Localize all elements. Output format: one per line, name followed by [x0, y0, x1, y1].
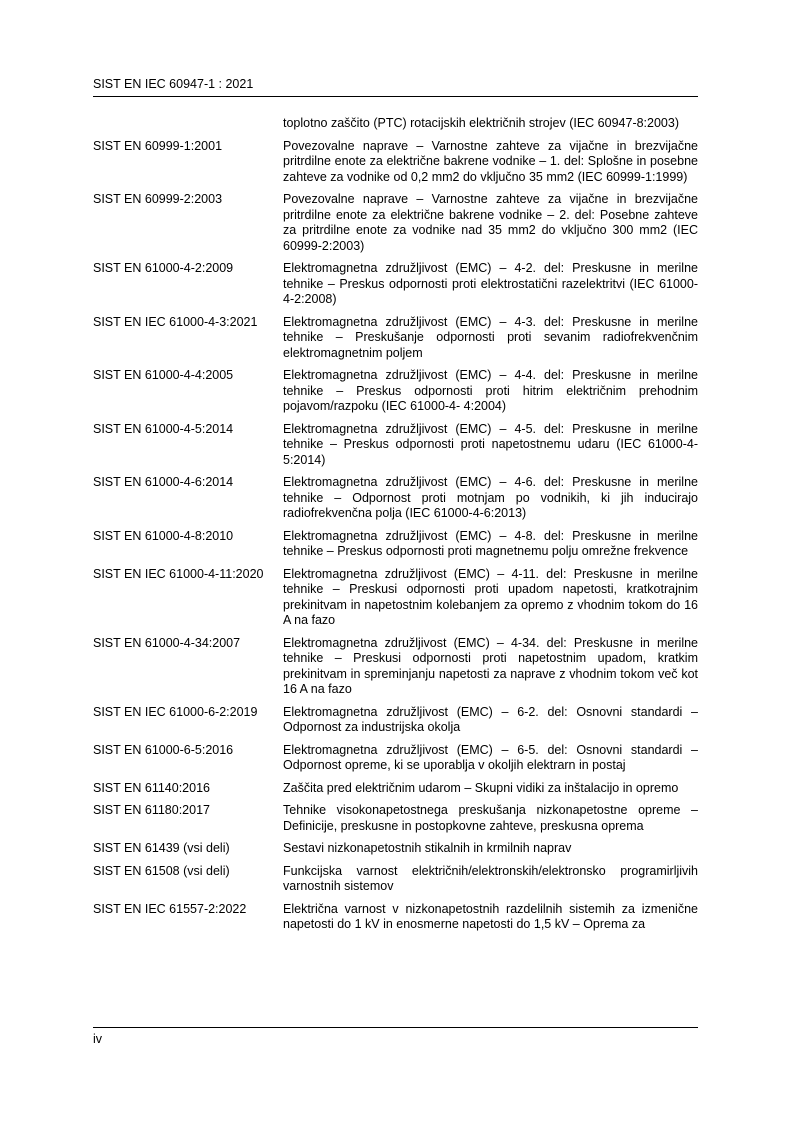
standard-code: SIST EN IEC 61000-4-11:2020	[93, 566, 264, 581]
reference-entry	[93, 902, 698, 933]
reference-entry	[93, 192, 698, 254]
standard-code: SIST EN 61000-4-6:2014	[93, 475, 234, 489]
standard-title: Sestavi nizkonapetostnih stikalnih in krmilnih naprav	[283, 841, 572, 855]
standard-code: SIST EN 61000-4-34:2007	[93, 635, 241, 650]
standard-title: Elektromagnetna združljivost (EMC) – 4-8. del: Preskusne in merilne tehnike – Preskus odpornosti proti magnetnemu polju omrežne frekvence	[283, 528, 698, 558]
standard-title: toplotno zaščito (PTC) rotacijskih električnih strojev (IEC 60947-8:2003)	[283, 116, 680, 130]
standard-code: SIST EN IEC 61000-6-2:2019	[93, 704, 258, 719]
reference-entry	[93, 529, 698, 560]
standard-code: SIST EN 61000-4-5:2014	[93, 421, 234, 436]
standard-title: Zaščita pred električnim udarom – Skupni vidiki za inštalacijo in opremo	[283, 780, 679, 795]
page-number: iv	[93, 1032, 103, 1046]
header-rule	[93, 96, 698, 97]
reference-entry	[93, 781, 698, 797]
standard-title: Povezovalne naprave – Varnostne zahteve za vijačne in brezvijačne pritrdilne enote za električne bakrene vodnike – 2. del: Posebne zahteve za pritrdilne enote za vodnike nad 35 mm2 do vključno 300 mm2 (IEC 60999-2:2003)	[283, 192, 698, 253]
standard-title: Elektromagnetna združljivost (EMC) – 4-34. del: Preskusne in merilne tehnike – Preskusi odpornosti proti napetostnim upadom, kratkim prekinitvam in spreminjanju napetosti za naprave z vhodnim tokom več kot 16 A na fazo	[283, 635, 698, 696]
reference-entry	[93, 261, 698, 308]
standard-code: SIST EN 61508 (vsi deli)	[93, 863, 230, 878]
standard-code: SIST EN 60999-1:2001	[93, 138, 223, 153]
reference-entry	[93, 743, 698, 774]
standard-code: SIST EN 60999-2:2003	[93, 192, 223, 206]
standard-title: Elektromagnetna združljivost (EMC) – 4-5. del: Preskusne in merilne tehnike – Preskus odpornosti proti napetostnemu udaru (IEC 61000-4-5:2014)	[283, 421, 698, 467]
standard-title: Tehnike visokonapetostnega preskušanja nizkonapetostne opreme – Definicije, preskusne in postopkovne zahteve, preskusna oprema	[283, 803, 698, 833]
reference-list	[93, 116, 698, 940]
standard-code: SIST EN 61000-4-8:2010	[93, 528, 234, 543]
standard-code: SIST EN 61140:2016	[93, 780, 210, 795]
reference-entry	[93, 422, 698, 469]
reference-entry	[93, 841, 698, 857]
standard-code	[93, 116, 283, 132]
reference-entry	[93, 475, 698, 522]
standard-title: Povezovalne naprave – Varnostne zahteve za vijačne in brezvijačne pritrdilne enote za električne bakrene vodnike – 1. del: Splošne in posebne zahteve za vodnike od 0,2 mm2 do vključno 35 mm2 (IEC 60999-1:1999)	[283, 138, 698, 184]
reference-entry	[93, 803, 698, 834]
reference-entry	[93, 636, 698, 698]
running-header: SIST EN IEC 60947-1 : 2021	[93, 77, 254, 91]
footer-rule	[93, 1027, 698, 1028]
standard-title: Funkcijska varnost električnih/elektronskih/elektronsko programirljivih varnostnih sistemov	[283, 863, 698, 893]
reference-entry	[93, 139, 698, 186]
standard-title: Električna varnost v nizkonapetostnih razdelilnih sistemih za izmenične napetosti do 1 kV in enosmerne napetosti do 1,5 kV – Oprema za	[283, 901, 698, 931]
standard-title: Elektromagnetna združljivost (EMC) – 4-2. del: Preskusne in merilne tehnike – Preskus odpornosti proti elektrostatični razelektritvi (IEC 61000-4-2:2008)	[283, 261, 698, 306]
standard-title: Elektromagnetna združljivost (EMC) – 6-5. del: Osnovni standardi – Odpornost opreme, ki se uporablja v okoljih elektrarn in postaj	[283, 742, 698, 772]
reference-entry	[93, 315, 698, 362]
reference-entry	[93, 567, 698, 629]
standard-title: Elektromagnetna združljivost (EMC) – 4-11. del: Preskusne in merilne tehnike – Preskusi odpornosti proti upadom napetosti, kratkotrajnim prekinitvam in napetostnim kolebanjem za opremo z vhodnim tokom do 16 A na fazo	[283, 566, 698, 627]
standard-code: SIST EN 61000-4-4:2005	[93, 368, 234, 382]
standard-code: SIST EN 61000-6-5:2016	[93, 742, 234, 757]
reference-entry	[93, 864, 698, 895]
standard-code: SIST EN 61439 (vsi deli)	[93, 841, 230, 855]
reference-entry	[93, 705, 698, 736]
standard-code: SIST EN 61000-4-2:2009	[93, 261, 234, 275]
standard-title: Elektromagnetna združljivost (EMC) – 4-6. del: Preskusne in merilne tehnike – Odpornost proti motnjam po vodnikih, ki jih inducirajo radiofrekvenčna polja (IEC 61000-4-6:2013)	[283, 475, 698, 520]
standard-code: SIST EN IEC 61557-2:2022	[93, 901, 247, 916]
standard-title: Elektromagnetna združljivost (EMC) – 4-3. del: Preskusne in merilne tehnike – Preskušanje odpornosti proti sevanim radiofrekvenčnim elektromagnetnim poljem	[283, 314, 698, 360]
standard-title: Elektromagnetna združljivost (EMC) – 6-2. del: Osnovni standardi – Odpornost za industrijska okolja	[283, 704, 698, 734]
reference-entry	[93, 368, 698, 415]
standard-code: SIST EN IEC 61000-4-3:2021	[93, 314, 258, 329]
standard-code: SIST EN 61180:2017	[93, 803, 210, 817]
standard-title: Elektromagnetna združljivost (EMC) – 4-4. del: Preskusne in merilne tehnike – Preskus odpornosti proti hitrim električnim prehodnim pojavom/razpoku (IEC 61000-4- 4:2004)	[283, 368, 698, 413]
reference-entry	[93, 116, 698, 132]
